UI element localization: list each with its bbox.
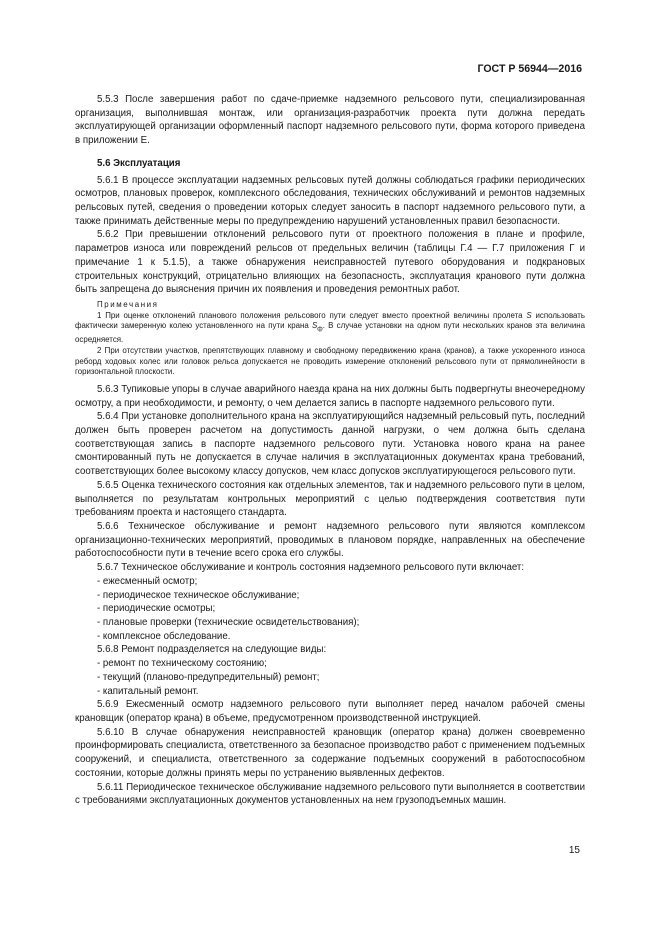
note-1 <box>75 311 585 346</box>
list-item: - текущий (планово-предупредительный) ремонт; <box>97 671 320 683</box>
paragraph-5-6-10: 5.6.10 В случае обнаружения неисправностей крановщик (оператор крана) должен своевременно проинформировать специалиста, ответственного за безопасное производство работ с применением подъемных сооружений, и специалиста, ответственного за содержание подъемных сооружений в работоспособном состоянии, которые должны принять меры по устранению выявленных дефектов. <box>75 726 585 779</box>
paragraph-5-6-3: 5.6.3 Тупиковые упоры в случае аварийного наезда крана на них должны быть подвергнуты внеочередному осмотру, а при необходимости, и ремонту, о чем делается запись в паспорте надземного рельсового пути. <box>75 383 585 409</box>
note-1-symbol-s: S <box>526 310 532 320</box>
notes-block <box>75 300 585 378</box>
paragraph-5-6-4: 5.6.4 При установке дополнительного крана на эксплуатирующийся надземный рельсовый путь, последний должен быть проверен расчетом на допустимость данной нагрузки, о чем должна быть сделана соответствующая запись в паспорте надземного рельсового пути. Установка нового крана на ранее смонтированный путь не допускается в случае наличия в эксплуатационных документах крана требований, соответствующих более высокому классу допусков, чем класс допусков эксплуатирующегося рельсового пути. <box>75 411 585 478</box>
paragraph-5-5-3: 5.5.3 После завершения работ по сдаче-приемке надземного рельсового пути, специализированная организация, выполнившая монтаж, или организация-разработчик проекта пути должна передать эксплуатирующей организации оформленный паспорт надземного рельсового пути, форма которого приведена в приложении Е. <box>75 94 585 147</box>
paragraph-5-6-7: 5.6.7 Техническое обслуживание и контроль состояния надземного рельсового пути включает: <box>97 562 525 574</box>
list-item: - периодические осмотры; <box>97 603 216 615</box>
paragraph-5-6-1: 5.6.1 В процессе эксплуатации надземных рельсовых путей должны соблюдаться графики периодических осмотров, плановых проверок, комплексного обследования, технических обслуживаний и ремонтов надземных рельсовых путей, сведения о проведении которых следует заносить в паспорт надземного рельсового пути, а также принимать действенные меры по предупреждению нарушений установленных правил безопасности. <box>75 174 585 227</box>
paragraph-5-6-9: 5.6.9 Ежесменный осмотр надземного рельсового пути выполняет перед началом рабочей смены крановщик (оператор крана) в объеме, предусмотренном производственной инструкцией. <box>75 699 585 725</box>
notes-title: Примечания <box>97 300 159 310</box>
paragraph-5-6-8: 5.6.8 Ремонт подразделяется на следующие виды: <box>97 644 327 656</box>
list-item: - плановые проверки (технические освидетельствования); <box>97 617 360 629</box>
section-heading-5-6: 5.6 Эксплуатация <box>97 157 181 169</box>
list-item: - периодическое техническое обслуживание; <box>97 589 300 601</box>
document-body <box>75 93 585 808</box>
note-1-symbol-sf: S <box>312 321 318 331</box>
list-item: - ремонт по техническому состоянию; <box>97 658 267 670</box>
list-item: - ежесменный осмотр; <box>97 575 198 587</box>
note-1-subscript: ф <box>317 325 323 333</box>
note-1-text-b: использовать фактически замеренную колею установленного на пути крана <box>75 310 585 331</box>
list-item: - капитальный ремонт. <box>97 685 199 697</box>
list-item: - комплексное обследование. <box>97 630 231 642</box>
note-1-text-c: . В случае установки на одном пути нескольких кранов эта величина осредняется. <box>75 321 586 345</box>
paragraph-5-6-5: 5.6.5 Оценка технического состояния как отдельных элементов, так и надземного рельсового пути в целом, выполняется по результатам контрольных мероприятий с целью подтверждения соответствия пути требованиям проекта и настоящего стандарта. <box>75 479 585 519</box>
page-number: 15 <box>568 845 580 856</box>
standard-header: ГОСТ Р 56944—2016 <box>477 63 582 75</box>
paragraph-5-6-6: 5.6.6 Техническое обслуживание и ремонт надземного рельсового пути являются комплексом организационно-технических мероприятий, проводимых в плановом порядке, направленных на обеспечение работоспособности пути в течение всего срока его службы. <box>75 520 585 560</box>
note-1-text-a: 1 При оценке отклонений планового положения рельсового пути следует вместо проектной величины пролета <box>97 310 527 320</box>
paragraph-5-6-2: 5.6.2 При превышении отклонений рельсового пути от проектного положения в плане и профиле, параметров износа или повреждений рельсов от предельных величин (таблицы Г.4 — Г.7 приложения Г и примечание 1 к 5.1.5), а также обнаружения неисправностей путевого оборудования и подкрановых строительных конструкций, отрицательно влияющих на безопасность, эксплуатация кранового пути должна быть запрещена до выяснения причин их появления и проведения ремонтных работ. <box>75 229 585 296</box>
paragraph-5-6-11: 5.6.11 Периодическое техническое обслуживание надземного рельсового пути выполняется в соответствии с требованиями эксплуатационных документов установленных на нем грузоподъемных машин. <box>75 781 585 807</box>
note-2: 2 При отсутствии участков, препятствующих плавному и свободному передвижению крана (кранов), а также ускоренного износа реборд ходовых колес или головок рельса допускается не проводить измерение отклонений рельсового пути от прямолинейности в горизонтальной плоскости. <box>75 346 585 377</box>
